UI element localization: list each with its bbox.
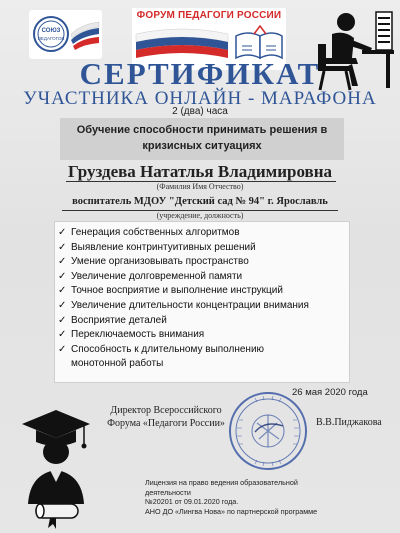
- checkmark-icon: ✓: [58, 227, 67, 238]
- svg-text:ПЕДАГОГОВ: ПЕДАГОГОВ: [37, 36, 65, 41]
- list-item: [55, 226, 349, 241]
- skill-text: Умение организовывать пространство: [71, 256, 249, 268]
- skill-text: Переключаемость внимания: [71, 329, 205, 341]
- license-info: [145, 478, 375, 516]
- skill-text: Точное восприятие и выполнение инструкций: [71, 285, 283, 297]
- checkmark-icon: ✓: [58, 343, 67, 355]
- course-hours: 2 (два) часа: [172, 106, 228, 117]
- course-title-line1: Обучение способности принимать решения в: [76, 124, 328, 136]
- license-line2: деятельности: [145, 487, 191, 497]
- course-title-line2: кризисных ситуациях: [142, 140, 262, 152]
- license-line1: Лицензия на право ведения образовательной: [145, 478, 298, 487]
- checkmark-icon: ✓: [58, 329, 67, 341]
- list-item: [55, 255, 349, 270]
- union-logo: [29, 10, 102, 59]
- checkmark-icon: ✓: [58, 314, 67, 326]
- skills-list: [54, 221, 350, 383]
- certificate-subtitle: УЧАСТНИКА ОНЛАЙН - МАРАФОНА: [23, 88, 377, 109]
- checkmark-icon: ✓: [58, 256, 67, 268]
- list-item: [55, 343, 349, 358]
- list-item: [55, 328, 349, 343]
- director-line2: Форума «Педагоги России»: [107, 418, 225, 429]
- graduate-icon: [20, 408, 92, 530]
- list-item: [55, 270, 349, 285]
- director-line1: Директор Всероссийского: [110, 405, 222, 416]
- skill-text: Увеличение долговременной памяти: [71, 270, 243, 282]
- skill-text: Восприятие деталей: [71, 314, 167, 326]
- checkmark-icon: ✓: [58, 241, 67, 253]
- checkmark-icon: ✓: [58, 299, 67, 311]
- list-item: [55, 241, 349, 256]
- diploma-icon: [36, 504, 78, 529]
- list-item: [55, 299, 349, 314]
- checkmark-icon: ✓: [58, 285, 67, 297]
- license-line3: №20201 от 09.01.2020 года.: [145, 497, 239, 507]
- list-item: [55, 314, 349, 329]
- license-line4: АНО ДО «Лингва Нова» по партнерской программе: [145, 506, 318, 516]
- book-icon: [236, 26, 282, 58]
- skill-text: монотонной работы: [71, 358, 164, 370]
- list-item: [55, 284, 349, 299]
- forum-logo-text: ФОРУМ ПЕДАГОГИ РОССИИ: [136, 10, 282, 21]
- skill-text: Увеличение длительности концентрации внимания: [71, 299, 309, 311]
- skill-text: Способность к длительному выполнению: [71, 343, 265, 355]
- name-caption: (Фамилия Имя Отчество): [156, 182, 244, 191]
- checkmark-icon: ✓: [58, 270, 67, 282]
- recipient-name: Груздева Нататлья Владимировна: [67, 162, 333, 181]
- certificate-title: СЕРТИФИКАТ: [79, 56, 321, 91]
- issue-date: 26 мая 2020 года: [292, 387, 368, 398]
- recipient-position: воспитатель МДОУ "Детский сад № 94" г. Ярославль: [72, 196, 328, 207]
- official-stamp: [227, 390, 309, 472]
- list-item: [55, 357, 349, 372]
- course-title-box: [60, 118, 344, 160]
- skill-text: Выявление контринтуитивных решений: [71, 241, 256, 253]
- skill-text: Генерация собственных алгоритмов: [71, 227, 240, 238]
- position-caption: (учреждение, должность): [156, 211, 244, 220]
- signer-name: В.В.Пиджакова: [316, 417, 382, 428]
- svg-text:СОЮЗ: СОЮЗ: [41, 28, 61, 34]
- director-title: [86, 404, 246, 430]
